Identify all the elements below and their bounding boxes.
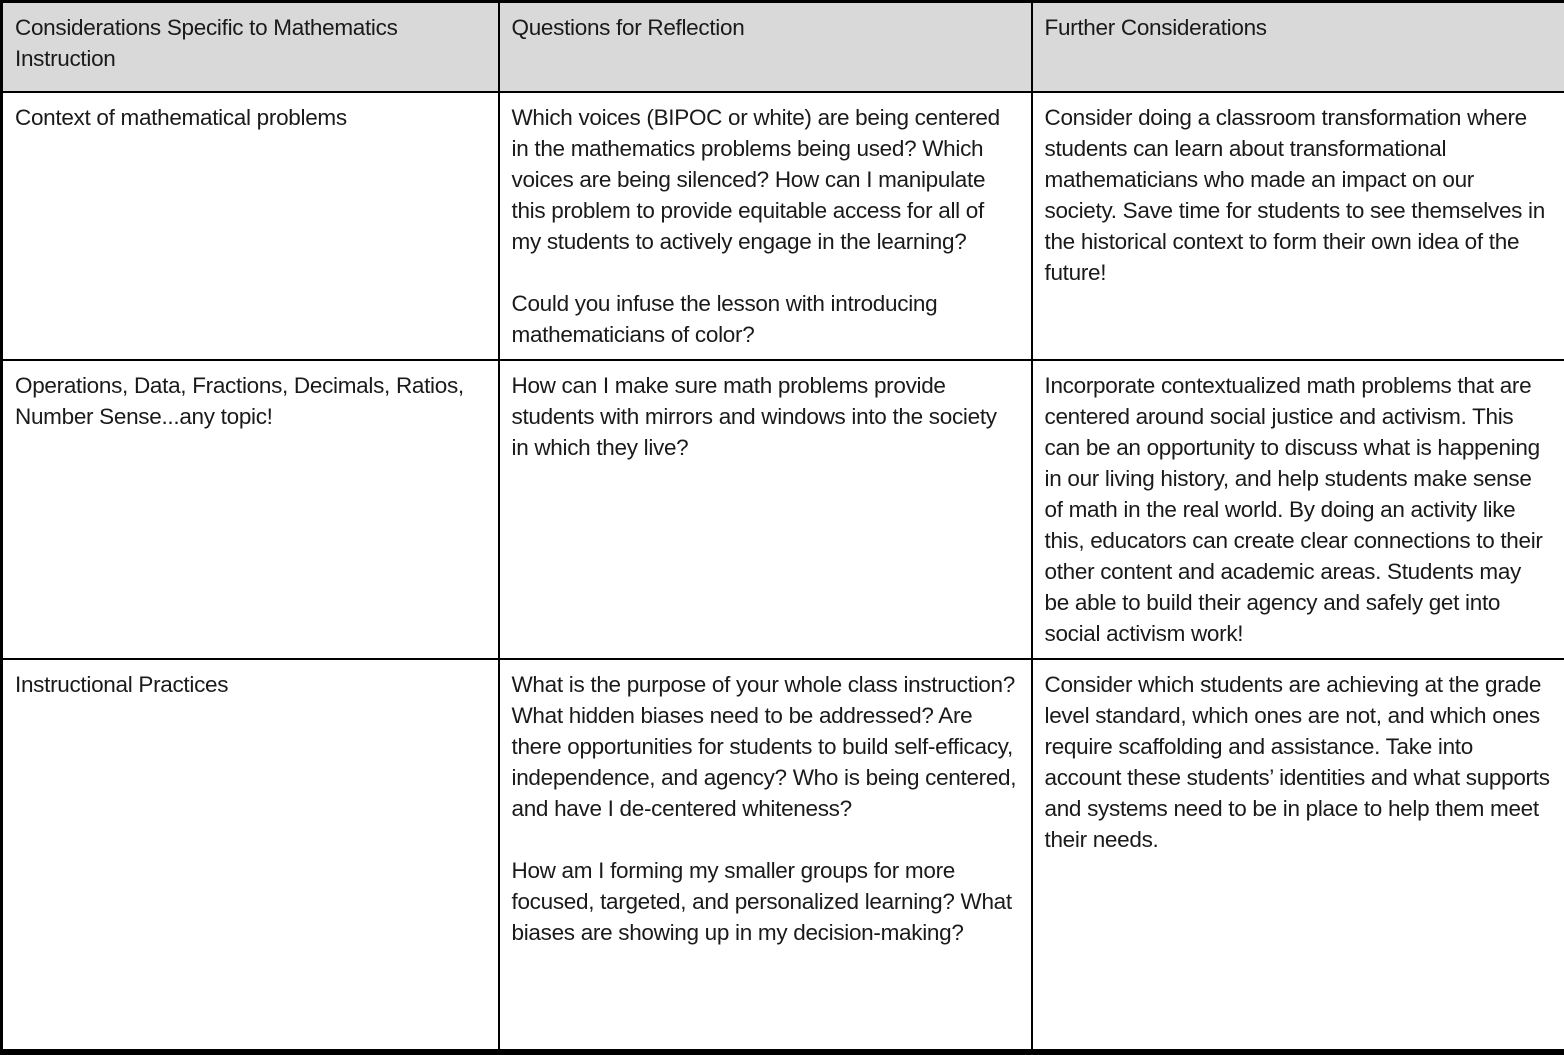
cell-consideration xyxy=(2,92,499,360)
cell-further-considerations xyxy=(1032,92,1564,360)
cell-further-considerations xyxy=(1032,360,1564,659)
question-paragraph: Could you infuse the lesson with introducing mathematicians of color? xyxy=(511,290,938,347)
consideration-text: Instructional Practices xyxy=(15,672,229,698)
table-header-row xyxy=(2,2,1564,92)
table-row xyxy=(2,360,1564,659)
cell-questions xyxy=(499,659,1032,1052)
question-paragraph: How am I forming my smaller groups for more focused, targeted, and personalized learning? What biases are showing up in my decision-making? xyxy=(511,858,1012,946)
question-paragraph: Which voices (BIPOC or white) are being centered in the mathematics problems being used? Which voices are being silenced? How can I manipulate this problem to provide equitable access for all of my students to actively engage in the learning? xyxy=(511,104,1000,254)
further-paragraph: Incorporate contextualized math problems that are centered around social justice and activism. This can be an opportunity to discuss what is happening in our living history, and help students make sense of math in the real world. By doing an activity like this, educators can create clear connections to their other content and academic areas. Students may be able to build their agency and safely get into social activism work! xyxy=(1044,372,1543,646)
cell-questions xyxy=(499,92,1032,360)
consideration-text: Context of mathematical problems xyxy=(15,104,347,130)
cell-consideration xyxy=(2,360,499,659)
cell-questions xyxy=(499,360,1032,659)
table-row xyxy=(2,659,1564,1052)
question-paragraph: How can I make sure math problems provide students with mirrors and windows into the society in which they live? xyxy=(511,372,997,460)
header-questions-for-reflection: Questions for Reflection xyxy=(499,2,1032,92)
table-row xyxy=(2,92,1564,360)
cell-further-considerations xyxy=(1032,659,1564,1052)
further-paragraph: Consider doing a classroom transformation where students can learn about transformational mathematicians who made an impact on our society. Save time for students to see themselves in the historical context to form their own idea of the future! xyxy=(1044,104,1545,285)
further-paragraph: Consider which students are achieving at the grade level standard, which ones are not, and which ones require scaffolding and assistance. Take into account these students’ identities and what supports and systems need to be in place to help them meet their needs. xyxy=(1044,672,1550,853)
header-considerations: Considerations Specific to Mathematics Instruction xyxy=(2,2,499,92)
header-further-considerations: Further Considerations xyxy=(1032,2,1564,92)
question-paragraph: What is the purpose of your whole class instruction? What hidden biases need to be addressed? Are there opportunities for students to build self-efficacy, independence, and agency? Who is being centered, and have I de-centered whiteness? xyxy=(511,672,1017,822)
consideration-text: Operations, Data, Fractions, Decimals, Ratios, Number Sense...any topic! xyxy=(15,372,464,429)
cell-consideration xyxy=(2,659,499,1052)
